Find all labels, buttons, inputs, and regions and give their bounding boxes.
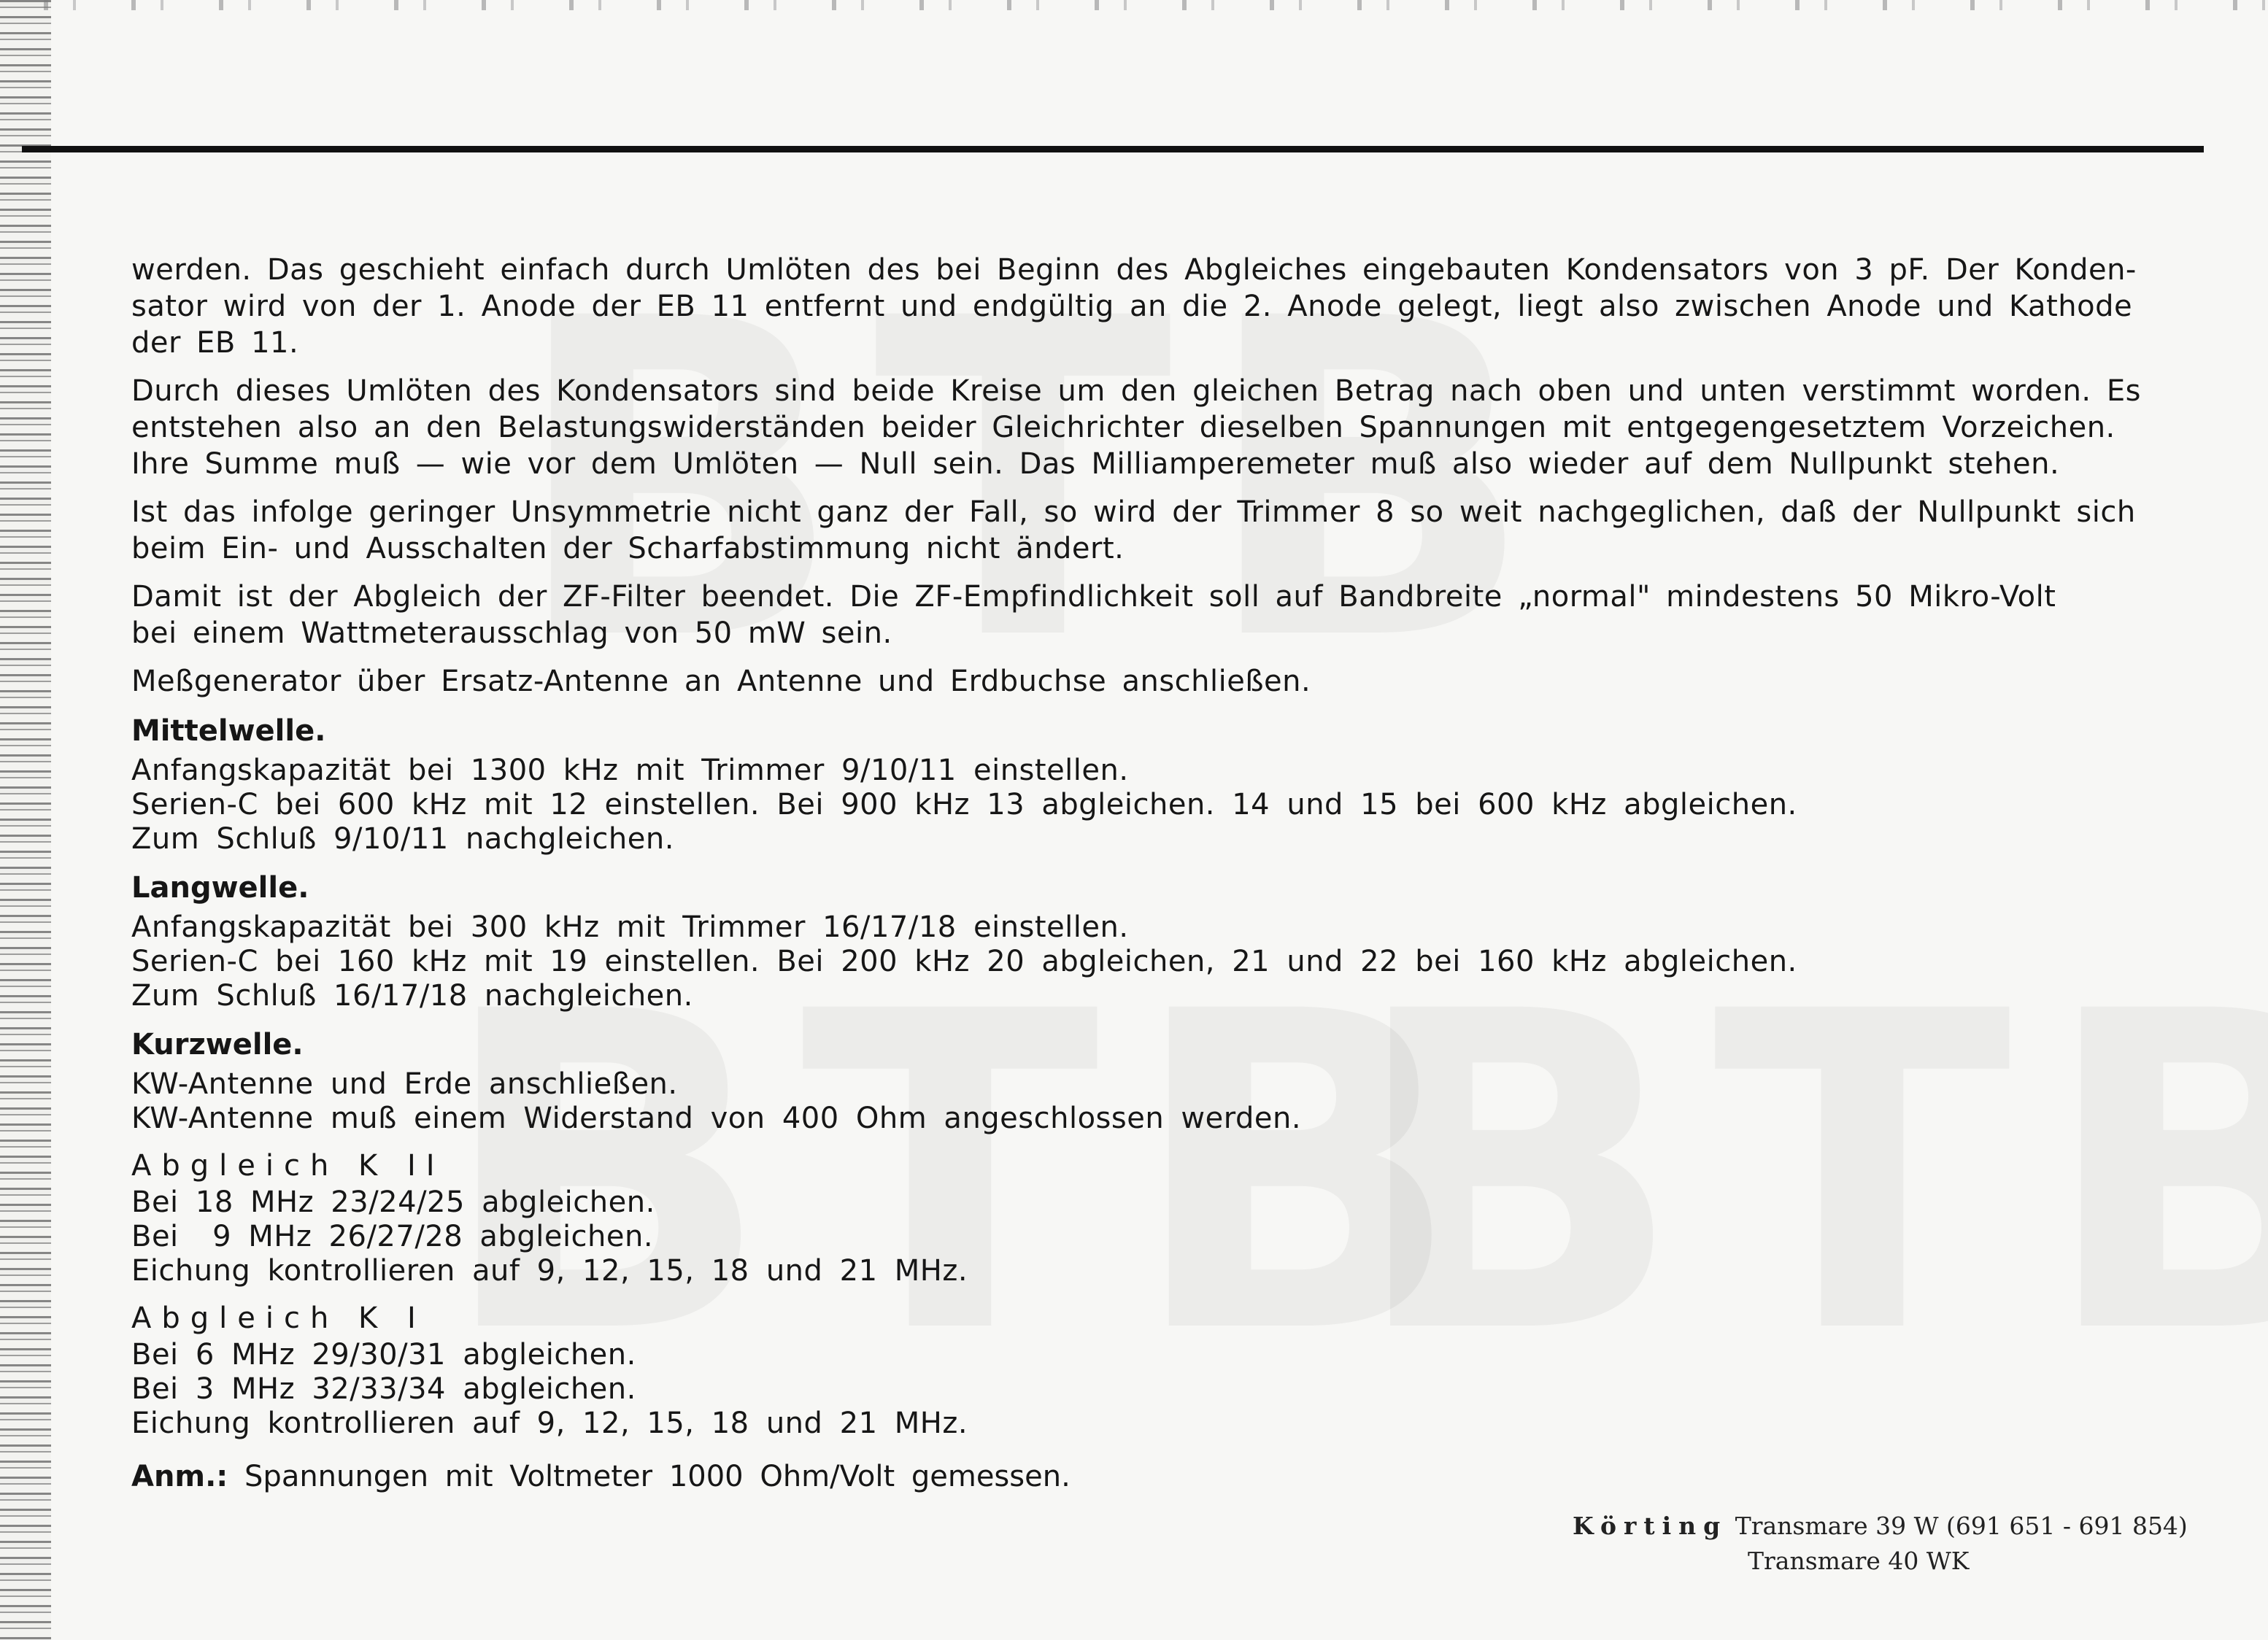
instruction-line: Serien-C bei 160 kHz mit 19 einstellen. Bei 200 kHz 20 abgleichen, 21 und 22 bei 160 kHz abgleichen. (131, 945, 1797, 978)
subsection-abgleich-k1 (131, 1300, 2211, 1441)
text-line: Ihre Summe muß — wie vor dem Umlöten — Null sein. Das Milliamperemeter muß also wieder auf dem Nullpunkt stehen. (131, 447, 2060, 481)
subsection-abgleich-k2 (131, 1148, 2211, 1288)
instruction-line: Eichung kontrollieren auf 9, 12, 15, 18 und 21 MHz. (131, 1254, 968, 1288)
top-rule (22, 146, 2204, 152)
note (131, 1458, 2211, 1495)
section-kurzwelle (131, 1026, 2211, 1136)
section-heading: Langwelle. (131, 871, 309, 905)
instruction-line: Bei 9 MHz 26/27/28 abgleichen. (131, 1220, 654, 1253)
instruction-line: Bei 18 MHz 23/24/25 abgleichen. (131, 1185, 655, 1219)
note-label: Anm.: (131, 1460, 228, 1493)
instruction-line: Bei 6 MHz 29/30/31 abgleichen. (131, 1338, 636, 1372)
instruction-line: Anfangskapazität bei 300 kHz mit Trimmer 16/17/18 einstellen. (131, 910, 1129, 944)
paragraph (131, 252, 2211, 361)
model-name-1: Transmare 39 W (691 651 - 691 854) (1735, 1512, 2188, 1540)
paragraph (131, 579, 2211, 651)
model-name-2: Transmare 40 WK (1748, 1547, 1970, 1575)
instruction-line: Zum Schluß 9/10/11 nachgleichen. (131, 822, 674, 856)
paragraph (131, 663, 2211, 700)
text-line: werden. Das geschieht einfach durch Umlöten des bei Beginn des Abgleiches eingebauten Kondensators von 3 pF. Der Konden- (131, 253, 2137, 287)
text-line: Durch dieses Umlöten des Kondensators sind beide Kreise um den gleichen Betrag nach oben und unten verstimmt worden. Es (131, 374, 2141, 408)
brand-name: Körting (1573, 1512, 1728, 1540)
text-line: der EB 11. (131, 326, 299, 360)
instruction-line: Zum Schluß 16/17/18 nachgleichen. (131, 979, 693, 1013)
scan-edge-noise (0, 0, 51, 1640)
body-text (131, 252, 2211, 1495)
instruction-line: KW-Antenne muß einem Widerstand von 400 Ohm angeschlossen werden. (131, 1102, 1302, 1135)
instruction-line: Anfangskapazität bei 1300 kHz mit Trimmer 9/10/11 einstellen. (131, 754, 1129, 787)
instruction-line: Eichung kontrollieren auf 9, 12, 15, 18 und 21 MHz. (131, 1407, 968, 1440)
subsection-heading: Abgleich K I (131, 1301, 426, 1335)
text-line: sator wird von der 1. Anode der EB 11 entfernt und endgültig an die 2. Anode gelegt, liegt also zwischen Anode und Kathode (131, 290, 2133, 323)
text-line: beim Ein- und Ausschalten der Scharfabstimmung nicht ändert. (131, 532, 1125, 565)
text-line: Ist das infolge geringer Unsymmetrie nicht ganz der Fall, so wird der Trimmer 8 so weit nachgeglichen, daß der Nullpunkt sich (131, 495, 2136, 529)
instruction-line: Bei 3 MHz 32/33/34 abgleichen. (131, 1372, 636, 1406)
instruction-line: KW-Antenne und Erde anschließen. (131, 1067, 678, 1101)
subsection-heading: Abgleich K II (131, 1149, 445, 1183)
note-text: Spannungen mit Voltmeter 1000 Ohm/Volt gemessen. (244, 1460, 1071, 1493)
section-mittelwelle (131, 713, 2211, 856)
scan-top-noise (44, 0, 2268, 10)
section-langwelle (131, 870, 2211, 1013)
paragraph (131, 373, 2211, 482)
text-line: Damit ist der Abgleich der ZF-Filter beendet. Die ZF-Empfindlichkeit soll auf Bandbreite „normal" mindestens 50 Mikro-Volt (131, 580, 2056, 614)
model-footer (1573, 1509, 2229, 1579)
section-heading: Mittelwelle. (131, 714, 326, 748)
text-line: Meßgenerator über Ersatz-Antenne an Antenne und Erdbuchse anschließen. (131, 665, 1311, 698)
text-line: bei einem Wattmeterausschlag von 50 mW sein. (131, 616, 892, 650)
instruction-line: Serien-C bei 600 kHz mit 12 einstellen. Bei 900 kHz 13 abgleichen. 14 und 15 bei 600 kHz abgleichen. (131, 788, 1797, 821)
section-heading: Kurzwelle. (131, 1028, 304, 1061)
paragraph (131, 494, 2211, 567)
footer-line-1 (1573, 1509, 2229, 1544)
text-line: entstehen also an den Belastungswiderständen beider Gleichrichter dieselben Spannungen mit entgegengesetztem Vorzeichen. (131, 411, 2115, 444)
